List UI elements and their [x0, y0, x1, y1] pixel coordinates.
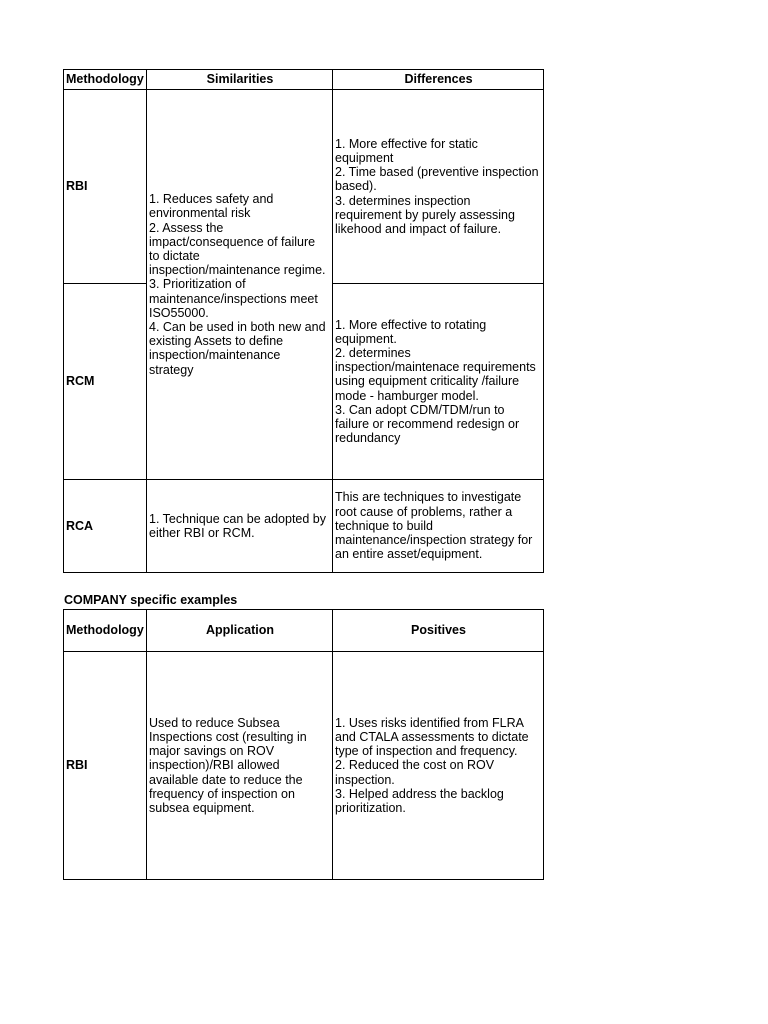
text-line: maintenance/inspections meet — [149, 291, 318, 306]
similarities-cell-rca — [147, 480, 333, 573]
text-line: 2. determines — [335, 345, 411, 360]
differences-cell-rca — [333, 480, 544, 573]
table-row-rbi — [64, 90, 544, 284]
text-line: 3. Can adopt CDM/TDM/run to — [335, 402, 505, 417]
text-line: based). — [335, 179, 377, 194]
differences-cell-rcm — [333, 284, 544, 480]
text-line: 3. Helped address the backlog — [335, 786, 504, 801]
text-line: impact/consequence of failure — [149, 234, 316, 249]
header-similarities: Similarities — [147, 70, 333, 90]
text-line: 2. Time based (preventive inspection — [335, 165, 539, 180]
text-line: likehood and impact of failure. — [335, 222, 502, 236]
text-line: prioritization. — [335, 801, 406, 815]
differences-cell-rbi — [333, 90, 544, 284]
header-methodology: Methodology — [64, 70, 147, 90]
text-line: failure or recommend redesign or — [335, 417, 520, 431]
text-line: 3. Prioritization of — [149, 277, 246, 292]
text-line: inspection/maintenace requirements — [335, 360, 536, 375]
text-line: 3. determines inspection — [335, 193, 471, 208]
text-line: frequency of inspection on — [149, 786, 295, 801]
text-line: inspection)/RBI allowed — [149, 758, 280, 773]
methodology-comparison-table — [63, 69, 544, 573]
text-line: equipment. — [335, 331, 397, 346]
section-heading: COMPANY specific examples — [64, 593, 238, 607]
text-line: Used to reduce Subsea — [149, 715, 280, 730]
text-line: ISO55000. — [149, 305, 209, 320]
similarities-cell-rbi-rcm — [147, 90, 333, 480]
header-differences: Differences — [333, 70, 544, 90]
text-line: inspection/maintenance — [149, 348, 281, 363]
text-line: available date to reduce the — [149, 772, 303, 787]
text-line: 1. More effective to rotating — [335, 317, 487, 332]
text-line: redundancy — [335, 431, 401, 446]
text-line: environmental risk — [149, 206, 251, 221]
text-line: inspection/maintenance regime. — [149, 263, 326, 278]
text-line: 1. Reduces safety and — [149, 192, 274, 207]
table-header-row — [64, 70, 544, 90]
methodology-cell-rca: RCA — [64, 480, 147, 573]
text-line: 2. Assess the — [149, 220, 224, 235]
application-cell-rbi — [147, 652, 333, 880]
text-line: technique to build — [335, 518, 433, 533]
text-line: 2. Reduced the cost on ROV — [335, 758, 495, 773]
text-line: 1. Uses risks identified from FLRA — [335, 715, 524, 730]
table-header-row — [64, 610, 544, 652]
table-row-rbi — [64, 652, 544, 880]
text-line: type of inspection and frequency. — [335, 744, 518, 759]
text-line: maintenance/inspection strategy for — [335, 533, 533, 548]
text-line: subsea equipment. — [149, 801, 255, 815]
header-methodology: Methodology — [64, 610, 147, 652]
text-line: strategy — [149, 362, 194, 377]
company-examples-table — [63, 609, 544, 880]
text-line: inspection. — [335, 772, 395, 787]
text-line: root cause of problems, rather a — [335, 504, 513, 519]
text-line: an entire asset/equipment. — [335, 547, 483, 562]
positives-cell-rbi — [333, 652, 544, 880]
text-line: requirement by purely assessing — [335, 207, 515, 222]
table-row-rca — [64, 480, 544, 573]
methodology-cell-rcm: RCM — [64, 284, 147, 480]
text-line: 1. Technique can be adopted by — [149, 511, 326, 526]
text-line: existing Assets to define — [149, 334, 284, 349]
text-line: Inspections cost (resulting in — [149, 729, 307, 744]
header-positives: Positives — [333, 610, 544, 652]
text-line: using equipment criticality /failure — [335, 374, 520, 389]
text-line: major savings on ROV — [149, 744, 275, 759]
text-line: 1. More effective for static — [335, 136, 478, 151]
header-application: Application — [147, 610, 333, 652]
methodology-cell-rbi: RBI — [64, 652, 147, 880]
methodology-cell-rbi: RBI — [64, 90, 147, 284]
text-line: equipment — [335, 150, 394, 165]
text-line: This are techniques to investigate — [335, 490, 522, 505]
text-line: either RBI or RCM. — [149, 526, 255, 540]
text-line: and CTALA assessments to dictate — [335, 729, 529, 744]
text-line: to dictate — [149, 248, 200, 263]
text-line: 4. Can be used in both new and — [149, 320, 326, 334]
text-line: mode - hamburger model. — [335, 388, 479, 403]
